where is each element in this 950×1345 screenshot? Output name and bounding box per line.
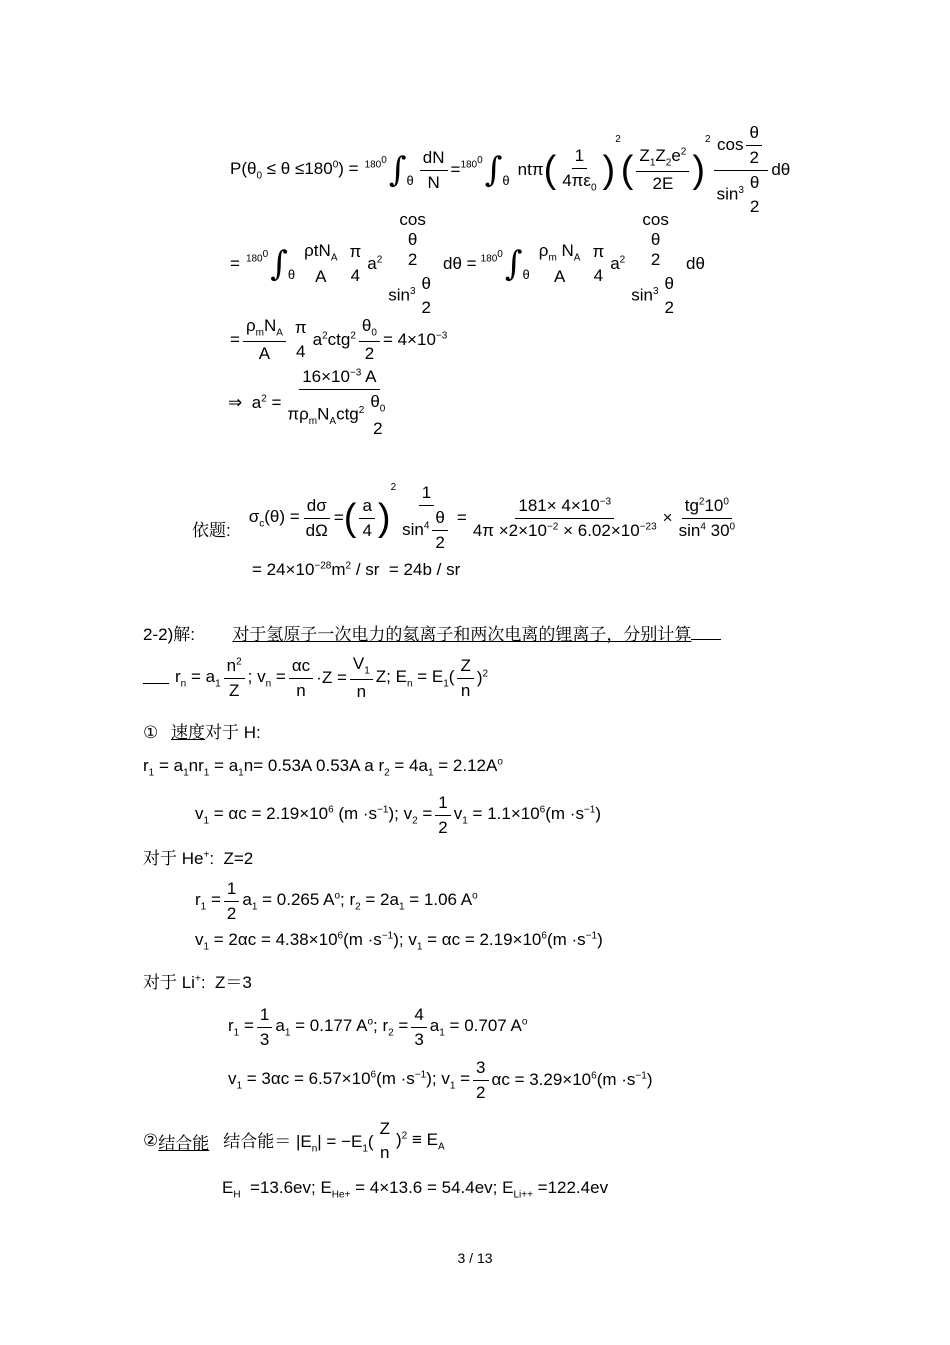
speed-label: 速度	[170, 723, 205, 742]
equation-line-2: = $180^0$ ∫ θ ρtN$_A$ A π 4 $a^2$ cos θ 2 $\sin^3$ θ 2 dθ = $180^0$ ∫ θ $\rho_m$ $N_A$ A π 4 $a^2$ cos θ 2 $\sin^3$ θ 2 dθ	[230, 210, 705, 317]
he-radius-line: $r_1$ = $\frac{1}{2}$ $a_1 = 0.265$ $A^o$; $r_2 = 2a_1 = 1.06$ $A^o$	[195, 878, 478, 923]
equation-result: = $24\times 10^{-28}m^2$ / sr = 24b / sr	[252, 560, 461, 579]
part1-heading	[143, 718, 261, 743]
label-according: 依题:	[192, 520, 231, 540]
equation-a-squared: ⇒ $a^2$ = $16\times 10^{-3}$ A $\pi\rho_mN_Actg^2$ $\theta_0$ 2	[228, 367, 386, 438]
section-title: 对于氢原子一次电力的氦离子和两次电离的锂离子，分别计算	[232, 625, 692, 644]
formulas-line: $r_n = a_1$ $\frac{n^2}{Z}$ ; $v_n$ = $\frac{\alpha c}{n}$ ·Z = $\frac{V_1}{n}$ Z; $E_n = E_1$( $\frac{Z}{n}$ )$^2$	[143, 650, 488, 706]
for-h-label: 对于 H:	[204, 723, 261, 742]
he-label: 对于 He+: Z=2	[143, 849, 254, 868]
binding-energy-title: 结合能	[158, 1133, 210, 1153]
page-number: 3 / 13	[457, 1250, 493, 1266]
section-label: 2-2)解:	[143, 625, 195, 644]
equation-line-3: = $\frac{\rho_mN_A}{A}$ π 4 $a^2ctg^2$ $\frac{\theta_0}{2}$ = $4\times 10^{-3}$	[230, 316, 448, 363]
binding-energy-values: $E_H =13.6ev$; $E_{He+} = 4\times 13.6 = 54.4ev$; $E_{Li++} =122.4ev$	[222, 1178, 609, 1201]
h-radius-line: $r_1 = a_1nr_1 = a_1n= 0.53A$ 0.53A a $r_2 = 4a_1 = 2.12A^o$	[143, 756, 503, 779]
h-velocity-line: $v_1 = \alpha c = 2.19\times 10^6$ $(m \cdot s^{-1})$; $v_2$ = $\frac{1}{2}$ $v_1 = 1.1\times 10^6(m \cdot s^{-1})$	[195, 792, 602, 837]
circled-1: ①	[143, 723, 159, 742]
li-label: 对于 Li+: Z＝3	[143, 973, 252, 992]
circled-2: ②	[143, 1131, 159, 1150]
part2-binding-energy: ② 结合能 结合能＝ $|E_n| = -E_1$( Z n )$^2 \equiv E_A$	[143, 1119, 445, 1162]
equation-probability: $P(\theta_0 \le \theta \le 180^0)$ = $180^0$ ∫ θ $\frac{dN}{N}$ = $180^0$ ∫ θ ntπ ( $\frac{1}{4\pi\varepsilon_0}$ ) 2 ( $\frac{Z_1Z_2e^2}{2E}$ ) 2 cos $\frac{\theta}{2}$ $\sin^3$ θ 2 dθ	[230, 123, 791, 216]
li-radius-line: $r_1$ = $\frac{1}{3}$ $a_1 = 0.177$ $A^o$; $r_2$ = $\frac{4}{3}$ $a_1 = 0.707$ $A^o$	[228, 1004, 528, 1049]
li-velocity-line: $v_1 = 3\alpha c = 6.57\times 10^6(m \cdot s^{-1})$; $v_1$ = $\frac{3}{2}$ $\alpha c = 3.29\times 10^6(m \cdot s^{-1})$	[228, 1057, 653, 1102]
section-2-2-heading	[143, 620, 721, 645]
he-velocity-line: $v_1 = 2\alpha c = 4.38\times 10^6(m \cdot s^{-1})$; $v_1 = \alpha c = 2.19\times 10^6(m \cdot s^{-1})$	[195, 930, 603, 953]
equation-cross-section: 依题: $\sigma_c(\theta)$ = $\frac{d\sigma}{d\Omega}$ = ( $\frac{a}{4}$ ) 2 1 $\sin^4$ $\frac{\theta}{2}$ = $\frac{181\times 4\times 10^{-3}}{4\pi \times 2\times 10^{-2} \times 6.02\times 10^{-23}}$ × $\frac{tg^210^0}{\sin^4 30^0}$	[192, 482, 736, 552]
